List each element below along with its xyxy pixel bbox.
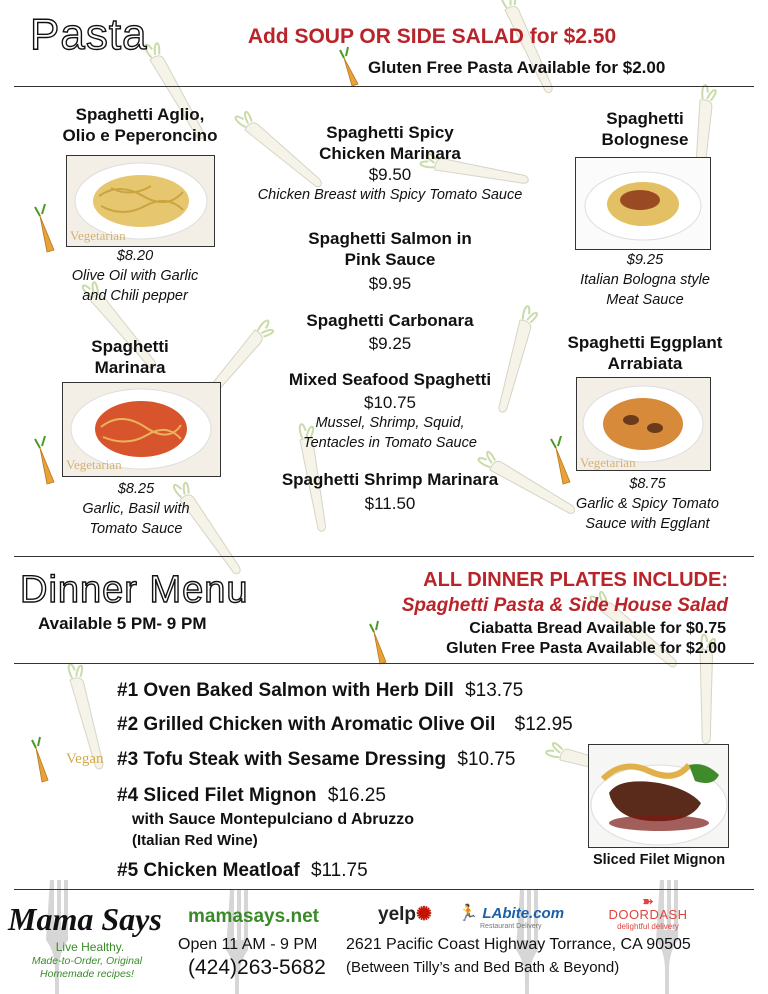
dish-price: $11.50 [364,494,416,513]
dish-price: $9.25 [626,252,664,268]
dish-eggplant-info [545,474,750,534]
phone-number[interactable]: (424)263-5682 [188,956,326,979]
labite-logo[interactable] [458,903,564,931]
bolognese-photo [575,157,711,250]
dinner-include-heading: ALL DINNER PLATES INCLUDE: [423,569,728,591]
dish-name: Olio e Peperoncino [62,126,218,145]
dish-name: Spaghetti Eggplant [567,333,723,352]
dish-price: $10.75 [364,393,416,412]
dinner-item-4-sauce-note: (Italian Red Wine) [132,832,258,849]
dish-description: Mussel, Shrimp, Squid, [315,415,465,431]
doordash-label: DOORDASH [608,907,688,922]
ciabatta-note: Ciabatta Bread Available for $0.75 [469,620,726,637]
dish-name: Spaghetti Shrimp Marinara [281,470,499,489]
dish-name: Spaghetti Spicy [326,123,454,142]
carrot-icon [344,58,358,86]
dish-price: $9.95 [368,274,412,293]
divider [14,86,754,87]
dinner-include-detail: Spaghetti Pasta & Side House Salad [401,595,728,616]
dinner-item-name: #3 Tofu Steak with Sesame Dressing [117,749,447,770]
dish-bolognese-info [545,250,745,310]
dinner-item-1 [117,679,523,703]
steak-plate-image [589,745,728,847]
address: 2621 Pacific Coast Highway Torrance, CA 90505 [346,936,691,953]
logo-tagline: Live Healthy. [55,940,125,954]
dish-description: Garlic, Basil with [82,501,190,517]
dish-shrimp-marinara [220,469,560,514]
dish-price: $9.25 [368,334,412,353]
dish-name: Spaghetti [91,337,169,356]
dinner-item-price: $12.95 [514,714,573,735]
labite-subtext: Restaurant Delivery [480,923,542,930]
doordash-logo[interactable] [588,894,708,931]
labite-label: LAbite.com [482,905,565,922]
dish-name: Spaghetti [606,109,684,128]
dish-description: Tentacles in Tomato Sauce [303,435,477,451]
dish-description: Italian Bologna style [580,272,710,288]
divider [14,556,754,557]
logo-tagline-2: Made-to-Order, Original [31,955,143,967]
dish-aglio-olio [40,104,240,146]
dinner-item-5 [117,859,368,883]
dish-salmon-pink [220,228,560,294]
dinner-item-price: $10.75 [457,749,516,770]
dish-price: $9.50 [368,165,412,184]
dish-name: Mixed Seafood Spaghetti [288,370,492,389]
opening-hours: Open 11 AM - 9 PM [178,936,318,953]
dish-mixed-seafood [220,369,560,453]
dish-description: Tomato Sauce [89,521,183,537]
dish-price: $8.20 [116,248,154,264]
dinner-item-3 [117,748,516,772]
dish-description: Sauce with Egglant [585,516,710,532]
dinner-item-name: #5 Chicken Meatloaf [117,860,300,881]
soup-salad-addon: Add SOUP OR SIDE SALAD for $2.50 [247,25,617,48]
dish-name: Pink Sauce [344,250,436,269]
dish-name: Spaghetti Salmon in [308,229,472,248]
logo-tagline-3: Homemade recipes! [40,968,134,980]
dish-price: $8.25 [117,481,155,497]
dish-spicy-chicken [220,122,560,205]
dish-name: Arrabiata [607,354,683,373]
filet-mignon-caption: Sliced Filet Mignon [592,852,726,868]
dish-name: Chicken Marinara [319,144,461,163]
pasta-plate-image [576,158,710,249]
dish-marinara-info [36,479,236,539]
doordash-icon: ➽ [642,893,654,909]
yelp-burst-icon: ✺ [416,904,432,925]
dish-carbonara [220,310,560,354]
vegetarian-tag: Vegetarian [580,455,636,470]
website-link[interactable]: mamasays.net [188,906,319,927]
dish-name: Bolognese [601,130,689,149]
dinner-item-price: $13.75 [465,680,524,701]
dish-price: $8.75 [629,476,666,492]
yelp-logo[interactable] [378,903,432,926]
vegetarian-tag: Vegetarian [70,228,126,243]
runner-icon: 🏃 [458,905,478,922]
dinner-item-name: #1 Oven Baked Salmon with Herb Dill [117,680,454,701]
dinner-gluten-free-note: Gluten Free Pasta Available for $2.00 [446,640,726,657]
dish-name: Spaghetti Aglio, [75,105,205,124]
dish-description: Olive Oil with Garlic [71,268,199,284]
dish-eggplant-arrabiata [545,332,745,374]
vegetarian-tag: Vegetarian [66,457,122,472]
divider [14,663,754,664]
mama-says-logo: Mama Says [8,901,162,937]
dish-bolognese [560,108,730,150]
dinner-hours: Available 5 PM- 9 PM [38,614,207,633]
dinner-item-name: #2 Grilled Chicken with Aromatic Olive Oil [117,714,496,735]
dinner-item-2 [117,713,573,737]
dinner-section-title: Dinner Menu [20,569,249,611]
dish-name: Spaghetti Carbonara [306,311,474,330]
dinner-item-price: $16.25 [327,785,386,806]
landmark-note: (Between Tilly’s and Bed Bath & Beyond) [346,959,620,976]
pasta-section-title: Pasta [30,10,148,59]
divider [14,889,754,890]
filet-mignon-photo [588,744,729,848]
dish-marinara [40,336,220,378]
vegan-tag: Vegan [66,751,104,767]
dinner-item-4-sauce: with Sauce Montepulciano d Abruzzo [132,811,415,828]
dinner-item-price: $11.75 [310,860,368,881]
dish-aglio-olio-info [30,246,240,306]
yelp-label: yelp [378,904,417,925]
dish-description: Chicken Breast with Spicy Tomato Sauce [257,187,523,203]
dinner-item-name: #4 Sliced Filet Mignon [117,785,317,806]
dish-description: Garlic & Spicy Tomato [576,496,719,512]
dish-description: and Chili pepper [82,288,188,304]
dish-description: Meat Sauce [606,292,684,308]
doordash-subtext: delightful delivery [617,922,679,931]
dinner-item-4 [117,784,386,808]
dish-name: Marinara [94,358,166,377]
pasta-gluten-free-note: Gluten Free Pasta Available for $2.00 [368,58,666,77]
